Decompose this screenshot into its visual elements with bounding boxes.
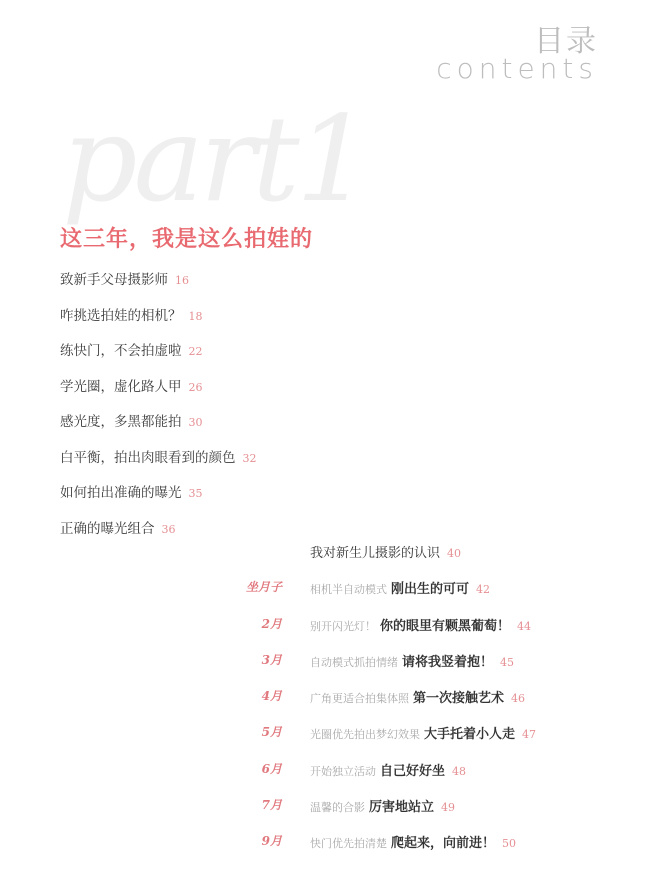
entry-subtitle: 温馨的合影 [310,801,365,815]
monthly-toc-entry[interactable] [0,832,650,868]
toc-entry-title: 致新手父母摄影师 [60,272,168,288]
entry-subtitle: 光圈优先拍出梦幻效果 [310,728,420,742]
toc-entry[interactable] [60,481,257,517]
entry-page: 48 [452,764,467,778]
toc-entry-page: 22 [188,345,203,358]
monthly-toc-entry[interactable] [0,760,650,796]
monthly-toc-entry[interactable] [0,615,650,651]
month-label: 3月 [261,652,282,667]
entry-title: 爬起来，向前进！ [391,836,496,852]
entry-subtitle: 相机半自动模式 [310,583,387,597]
entry-subtitle: 自动模式抓拍情绪 [310,655,398,669]
entry-title: 请将我竖着抱！ [402,654,494,670]
toc-entry[interactable] [60,339,257,375]
toc-entry[interactable] [60,375,257,411]
monthly-toc-list [0,542,650,869]
entry-page: 40 [447,547,462,560]
month-label: 9月 [261,834,282,849]
monthly-toc-entry[interactable] [0,687,650,723]
entry-page: 47 [522,728,537,742]
section-title: 这三年，我是这么拍娃的 [60,226,314,252]
entry-page: 50 [502,837,517,851]
toc-entry-page: 18 [188,309,203,323]
contents-title-en: contents [436,52,598,85]
toc-entry-title: 如何拍出准确的曝光 [60,485,182,501]
entry-page: 44 [517,619,532,633]
toc-entry-title: 练快门，不会拍虚啦 [60,343,182,359]
month-label: 4月 [261,689,282,704]
entry-subtitle: 开始独立活动 [310,764,376,778]
toc-entry-page: 30 [188,416,203,429]
toc-entry[interactable] [60,304,257,340]
toc-entry-title: 白平衡，拍出肉眼看到的颜色 [60,449,236,466]
monthly-toc-entry[interactable] [0,542,650,578]
entry-subtitle: 快门优先拍清楚 [310,837,387,851]
toc-entry[interactable] [60,446,257,482]
contents-title-cn: 目录 [534,24,598,59]
entry-title: 自己好好坐 [380,763,446,779]
monthly-toc-entry[interactable] [0,578,650,614]
toc-entry-page: 26 [188,380,203,394]
toc-entry[interactable] [60,268,257,304]
toc-entry-page: 35 [188,487,203,500]
monthly-toc-entry[interactable] [0,651,650,687]
entry-title: 厉害地站立 [369,800,435,816]
month-label: 2月 [261,616,282,631]
month-label: 5月 [261,725,282,740]
entry-page: 45 [500,655,515,669]
entry-page: 42 [476,583,491,597]
entry-title: 你的眼里有颗黑葡萄！ [380,618,511,634]
toc-entry-page: 36 [161,522,176,536]
entry-title: 第一次接触艺术 [413,691,505,707]
toc-entry-page: 32 [242,451,257,465]
monthly-toc-entry[interactable] [0,796,650,832]
toc-entry-title: 正确的曝光组合 [60,520,155,537]
month-label: 坐月子 [245,580,282,595]
entry-page: 46 [511,692,526,706]
entry-title: 刚出生的可可 [391,582,470,598]
entry-page: 49 [441,801,456,815]
toc-entry-page: 16 [175,274,189,287]
monthly-toc-entry[interactable] [0,723,650,759]
entry-subtitle: 别开闪光灯！ [310,619,376,633]
month-label: 7月 [261,798,282,813]
part1-toc-list [60,268,257,552]
part-watermark: part1 [62,90,367,228]
toc-entry[interactable] [60,410,257,446]
entry-title: 大手托着小人走 [424,727,516,743]
entry-subtitle: 广角更适合拍集体照 [310,692,409,706]
toc-entry-title: 学光圈，虚化路人甲 [60,378,182,395]
toc-entry-title: 感光度，多黑都能拍 [60,414,182,430]
entry-title: 我对新生儿摄影的认识 [310,546,441,561]
toc-entry-title: 咋挑选拍娃的相机？ [60,307,182,324]
month-label: 6月 [261,761,282,776]
